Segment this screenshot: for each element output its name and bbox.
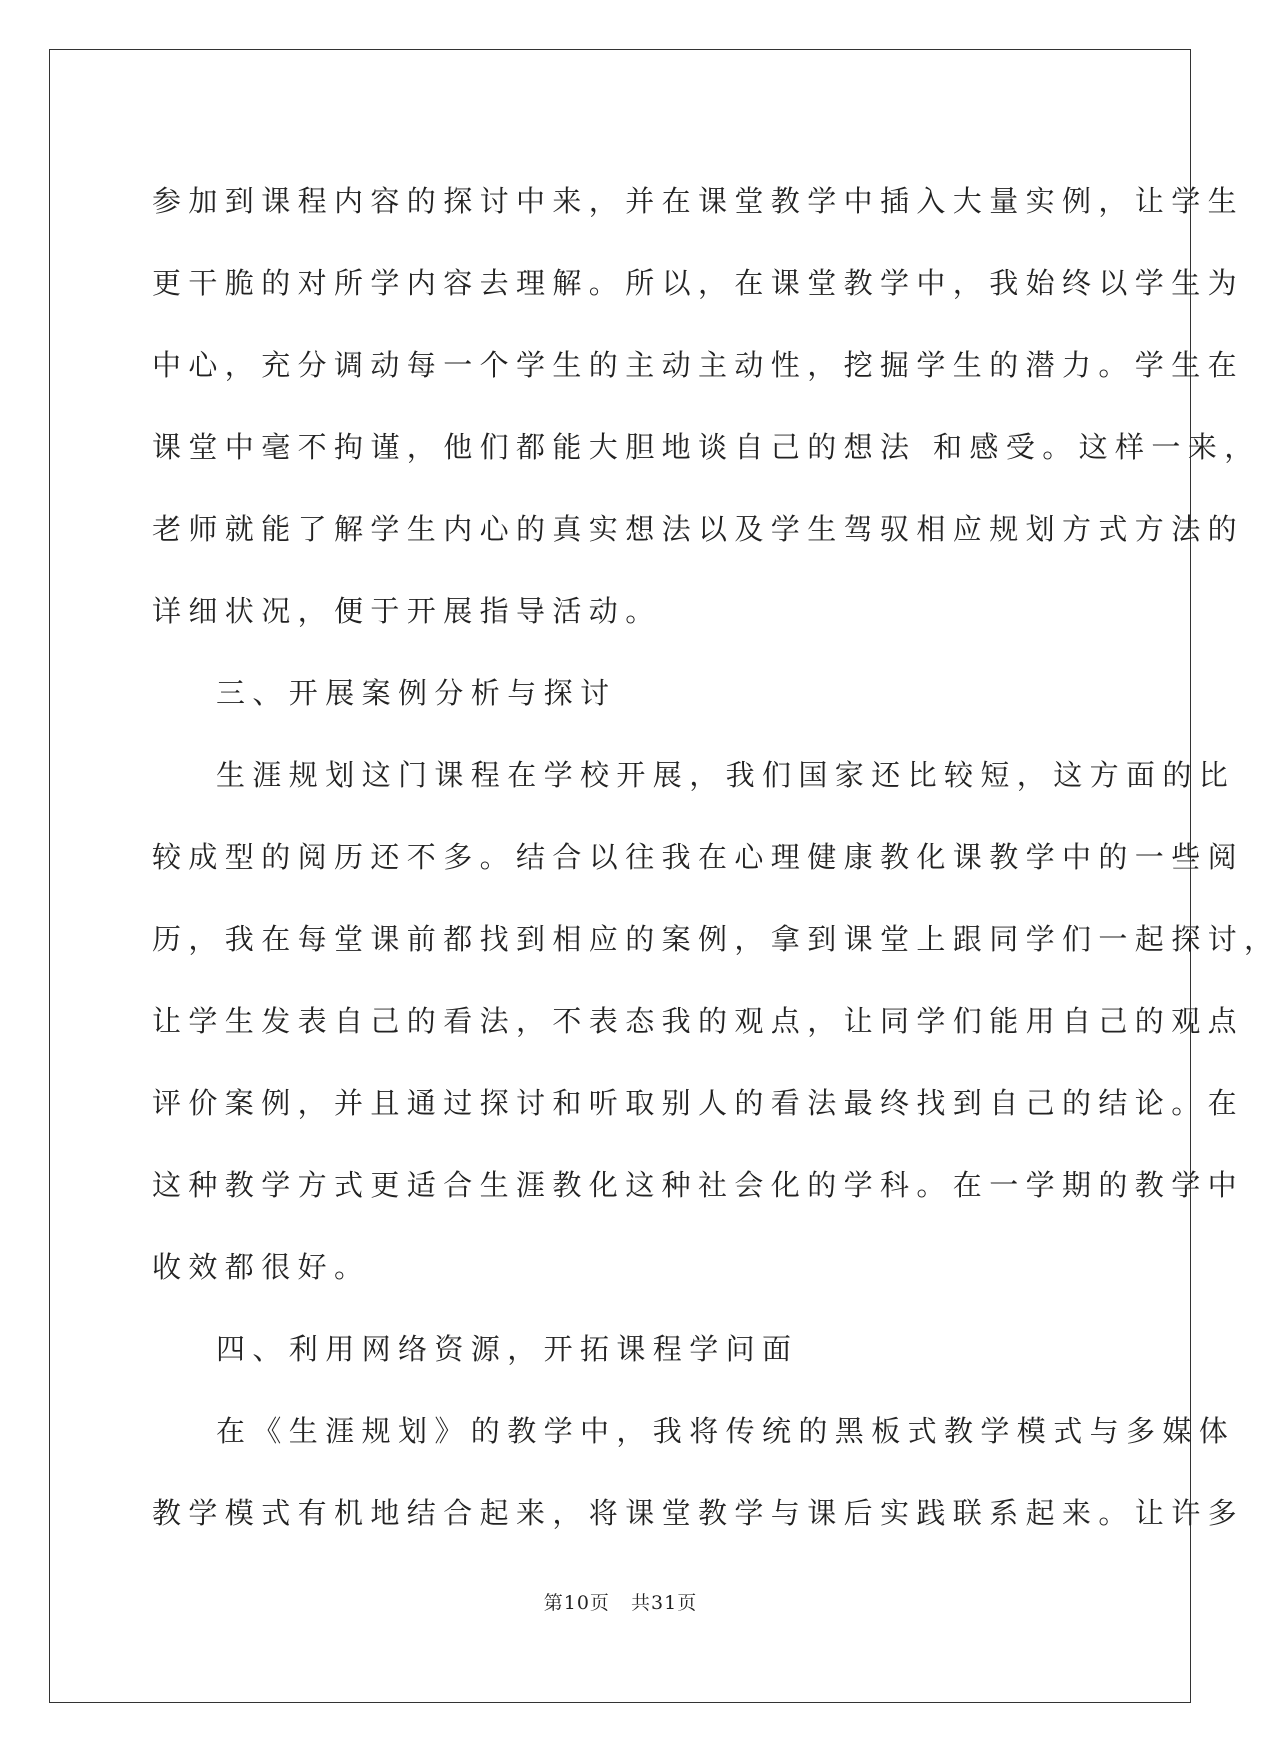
text-line: 让学生发表自己的看法，不表态我的观点，让同学们能用自己的观点 [152,1004,1245,1038]
text-line: 历，我在每堂课前都找到相应的案例，拿到课堂上跟同学们一起探讨， [152,922,1280,956]
page-number-footer [0,1588,1241,1615]
text-line: 老师就能了解学生内心的真实想法以及学生驾驭相应规划方式方法的 [152,512,1245,546]
text-line: 教学模式有机地结合起来，将课堂教学与课后实践联系起来。让许多 [152,1496,1245,1530]
document-body [152,160,1280,1554]
text-line: 课堂中毫不拘谨，他们都能大胆地谈自己的想法 和感受。这样一来， [152,430,1261,464]
text-line: 中心，充分调动每一个学生的主动主动性，挖掘学生的潜力。学生在 [152,348,1245,382]
text-line: 这种教学方式更适合生涯教化这种社会化的学科。在一学期的教学中 [152,1168,1245,1202]
text-line: 参加到课程内容的探讨中来，并在课堂教学中插入大量实例，让学生 [152,184,1245,218]
text-line: 收效都很好。 [152,1250,371,1284]
section-heading: 四、利用网络资源，开拓课程学问面 [216,1332,799,1366]
page-number-text: 第10页 共31页 [543,1592,698,1614]
text-line: 较成型的阅历还不多。结合以往我在心理健康教化课教学中的一些阅 [152,840,1245,874]
text-line: 详细状况，便于开展指导活动。 [152,594,662,628]
text-line: 在《生涯规划》的教学中，我将传统的黑板式教学模式与多媒体 [216,1414,1236,1448]
section-heading: 三、开展案例分析与探讨 [216,676,617,710]
text-line: 更干脆的对所学内容去理解。所以，在课堂教学中，我始终以学生为 [152,266,1245,300]
text-line: 评价案例，并且通过探讨和听取别人的看法最终找到自己的结论。在 [152,1086,1245,1120]
text-line: 生涯规划这门课程在学校开展，我们国家还比较短，这方面的比 [216,758,1236,792]
